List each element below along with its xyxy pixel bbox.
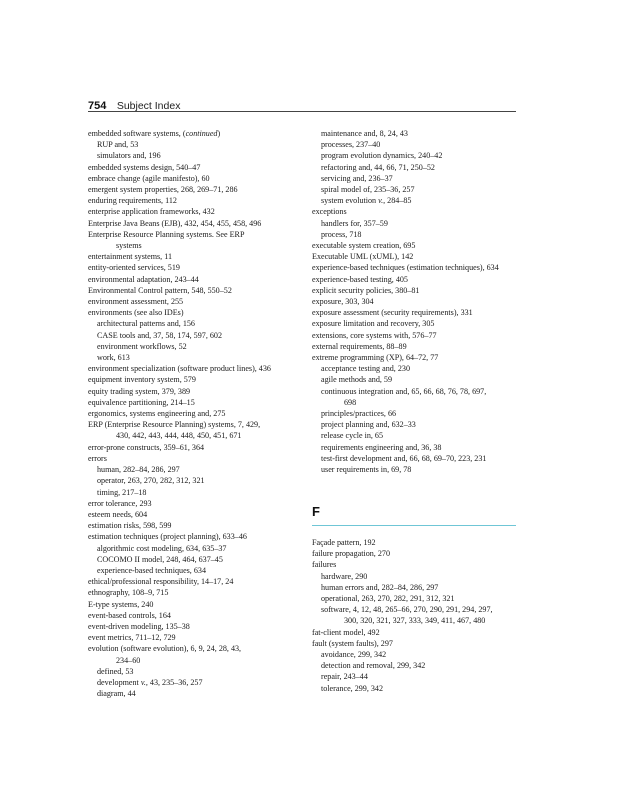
header-rule [88,111,516,112]
index-subentry: agile methods and, 59 [321,375,393,385]
index-section-f [312,537,524,694]
page-number: 754 [88,100,107,112]
index-entry: emergent system properties, 268, 269–71, 286 [88,185,238,195]
index-subentry: system evolution v., 284–85 [321,196,412,206]
index-entry: external requirements, 88–89 [312,341,407,351]
index-entry: exposure, 303, 304 [312,297,374,307]
index-subentry: COCOMO II model, 248, 464, 637–45 [97,554,223,564]
index-entry: embrace change (agile manifesto), 60 [88,173,210,183]
index-entry: error tolerance, 293 [88,498,152,508]
index-subentry: processes, 237–40 [321,140,381,150]
index-entry: extensions, core systems with, 576–77 [312,330,437,340]
index-subentry: project planning and, 632–33 [321,420,416,430]
index-entry: event-based controls, 164 [88,610,171,620]
index-subentry: continuous integration and, 65, 66, 68, 76, 78, 697, [321,386,487,396]
index-entry: error-prone constructs, 359–61, 364 [88,442,205,452]
section-heading [312,504,516,526]
index-entry: estimation techniques (project planning), 633–46 [88,532,247,542]
index-entry: estimation risks, 598, 599 [88,521,172,531]
index-entry: Environmental Control pattern, 548, 550–52 [88,285,232,295]
index-entry: entertainment systems, 11 [88,252,172,262]
index-subentry: CASE tools and, 37, 58, 174, 597, 602 [97,330,223,340]
index-subentry: simulators and, 196 [97,151,161,161]
index-subentry: human errors and, 282–84, 286, 297 [321,582,439,592]
index-entry: environment assessment, 255 [88,297,184,307]
index-subentry: test-first development and, 66, 68, 69–70, 223, 231 [321,453,487,463]
index-entry: ERP (Enterprise Resource Planning) systems, 7, 429, [88,420,261,430]
index-entry: errors [88,453,107,463]
index-entry: exceptions [312,207,347,217]
index-entry-continuation: 300, 320, 321, 327, 333, 349, 411, 467, 480 [344,616,486,626]
index-entry: Enterprise Java Beans (EJB), 432, 454, 455, 458, 496 [88,218,262,228]
index-subentry: servicing and, 236–37 [321,173,393,183]
index-subentry: work, 613 [97,353,130,363]
index-entry: embedded systems design, 540–47 [88,162,201,172]
index-subentry: software, 4, 12, 48, 265–66, 270, 290, 291, 294, 297, [321,605,493,615]
index-entry: environmental adaptation, 243–44 [88,274,199,284]
index-subentry: RUP and, 53 [97,140,139,150]
index-column-right [312,128,524,475]
index-subentry: diagram, 44 [97,689,136,699]
index-subentry: operator, 263, 270, 282, 312, 321 [97,476,205,486]
index-subentry: avoidance, 299, 342 [321,650,387,660]
index-subentry: process, 718 [321,229,362,239]
index-entry: failures [312,560,337,570]
index-subentry: maintenance and, 8, 24, 43 [321,129,408,138]
index-entry-continuation: systems [116,241,142,251]
index-subentry: user requirements in, 69, 78 [321,465,412,475]
index-subentry: handlers for, 357–59 [321,218,388,228]
index-subentry: timing, 217–18 [97,487,147,497]
index-entry: event metrics, 711–12, 729 [88,633,176,643]
index-entry: fat-client model, 492 [312,627,380,637]
index-entry: enterprise application frameworks, 432 [88,207,215,217]
index-subentry: human, 282–84, 286, 297 [97,465,180,475]
section-rule [312,525,516,526]
index-entry: experience-based techniques (estimation techniques), 634 [312,263,499,273]
index-entry: exposure assessment (security requirements), 331 [312,308,473,318]
index-subentry: detection and removal, 299, 342 [321,661,426,671]
index-entry: event-driven modeling, 135–38 [88,621,190,631]
running-title: Subject Index [116,100,181,112]
index-entry: environments (see also IDEs) [88,308,184,318]
index-entry: enduring requirements, 112 [88,196,177,206]
index-entry: embedded software systems, (continued) [88,129,221,138]
index-subentry: defined, 53 [97,666,134,676]
index-subentry: spiral model of, 235–36, 257 [321,185,415,195]
index-subentry: release cycle in, 65 [321,431,384,441]
index-entry: esteem needs, 604 [88,509,148,519]
index-entry: equity trading system, 379, 389 [88,386,191,396]
index-entry: environment specialization (software product lines), 436 [88,364,271,374]
index-entry: failure propagation, 270 [312,549,390,559]
index-subentry: development v., 43, 235–36, 257 [97,677,203,687]
index-entry: exposure limitation and recovery, 305 [312,319,435,329]
index-entry-continuation: 234–60 [116,655,141,665]
index-entry-continuation: 698 [344,397,357,407]
index-subentry: experience-based techniques, 634 [97,565,206,575]
index-entry: entity-oriented services, 519 [88,263,180,273]
index-subentry: environment workflows, 52 [97,341,187,351]
index-entry: experience-based testing, 405 [312,274,408,284]
section-letter: F [312,504,320,519]
index-entry: ergonomics, systems engineering and, 275 [88,409,226,419]
index-subentry: repair, 243–44 [321,672,368,682]
index-entry-continuation: 430, 442, 443, 444, 448, 450, 451, 671 [116,431,242,441]
index-subentry: program evolution dynamics, 240–42 [321,151,443,161]
index-entry: fault (system faults), 297 [312,638,393,648]
index-entry: equipment inventory system, 579 [88,375,196,385]
index-subentry: principles/practices, 66 [321,409,397,419]
index-subentry: tolerance, 299, 342 [321,683,384,693]
index-entry: explicit security policies, 380–81 [312,285,420,295]
index-subentry: acceptance testing and, 230 [321,364,410,374]
index-entry: Façade pattern, 192 [312,538,376,547]
index-entry: extreme programming (XP), 64–72, 77 [312,353,439,363]
index-entry: Executable UML (xUML), 142 [312,252,414,262]
index-entry: evolution (software evolution), 6, 9, 24, 28, 43, [88,644,242,654]
index-entry: ethical/professional responsibility, 14–17, 24 [88,577,234,587]
index-column-left [88,128,300,699]
index-subentry: operational, 263, 270, 282, 291, 312, 321 [321,594,455,604]
index-subentry: hardware, 290 [321,571,368,581]
index-entry: executable system creation, 695 [312,241,416,251]
index-subentry: algorithmic cost modeling, 634, 635–37 [97,543,227,553]
index-subentry: architectural patterns and, 156 [97,319,195,329]
index-entry: E-type systems, 240 [88,599,154,609]
index-entry: ethnography, 108–9, 715 [88,588,169,598]
index-subentry: requirements engineering and, 36, 38 [321,442,442,452]
running-header [88,96,516,112]
index-subentry: refactoring and, 44, 66, 71, 250–52 [321,162,435,172]
index-entry: Enterprise Resource Planning systems. See ERP [88,229,245,239]
index-entry: equivalence partitioning, 214–15 [88,397,195,407]
